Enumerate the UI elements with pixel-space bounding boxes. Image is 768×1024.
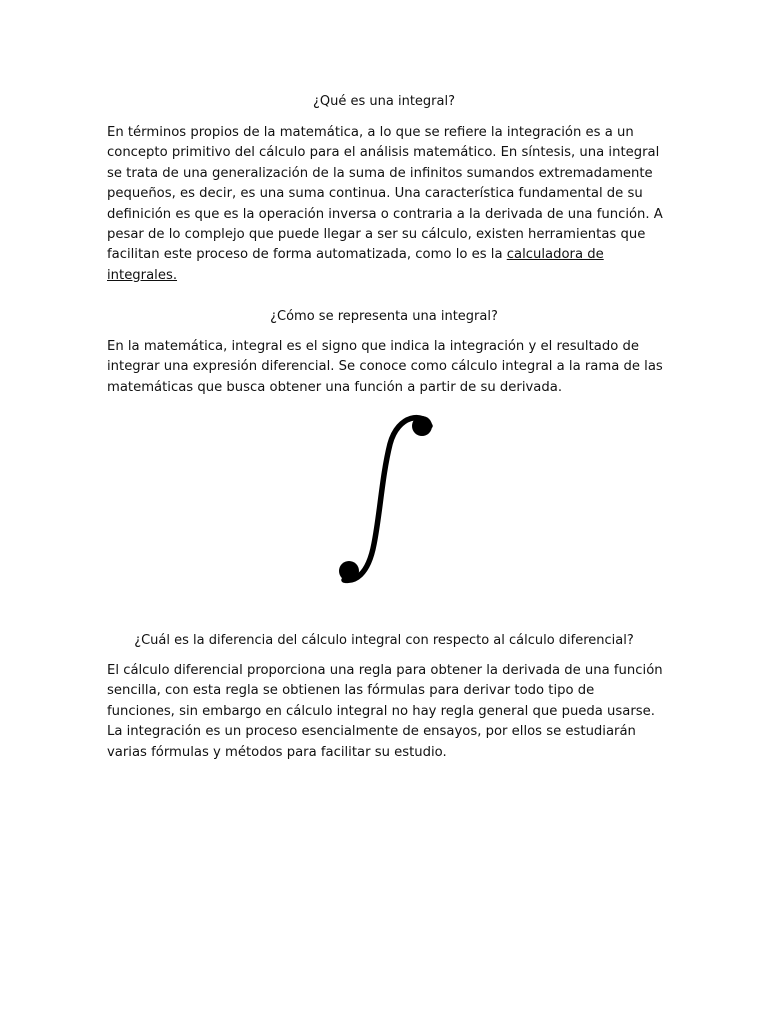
section-paragraph-what-is-integral xyxy=(107,123,663,286)
integral-calculator-link[interactable]: calculadora de integrales. xyxy=(107,247,604,283)
integral-sign-icon xyxy=(334,414,438,586)
section-heading-difference: ¿Cuál es la diferencia del cálculo integral con respecto al cálculo diferencial? xyxy=(134,633,634,648)
section-paragraph-difference: El cálculo diferencial proporciona una regla para obtener la derivada de una función sencilla, con esta regla se obtienen las fórmulas para derivar todo tipo de funciones, sin embargo en cálculo integral no hay regla general que pueda usarse. La integración es un proceso esencialmente de ensayos, por ellos se estudiarán varias fórmulas y métodos para facilitar su estudio. xyxy=(107,663,663,760)
section-heading-what-is-integral: ¿Qué es una integral? xyxy=(312,94,455,109)
section-heading-how-represented: ¿Cómo se representa una integral? xyxy=(270,309,498,324)
paragraph-text: En términos propios de la matemática, a lo que se refiere la integración es a un concepto primitivo del cálculo para el análisis matemático. En síntesis, una integral se trata de una generalización de la suma de infinitos sumandos extremadamente pequeños, es decir, es una suma continua. Una característica fundamental de su definición es que es la operación inversa o contraria a la derivada de una función. A pesar de lo complejo que puede llegar a ser su cálculo, existen herramientas que facilitan este proceso de forma automatizada, como lo es la xyxy=(107,125,663,263)
section-paragraph-how-represented: En la matemática, integral es el signo que indica la integración y el resultado de integrar una expresión diferencial. Se conoce como cálculo integral a la rama de las matemáticas que busca obtener una función a partir de su derivada. xyxy=(107,339,663,395)
